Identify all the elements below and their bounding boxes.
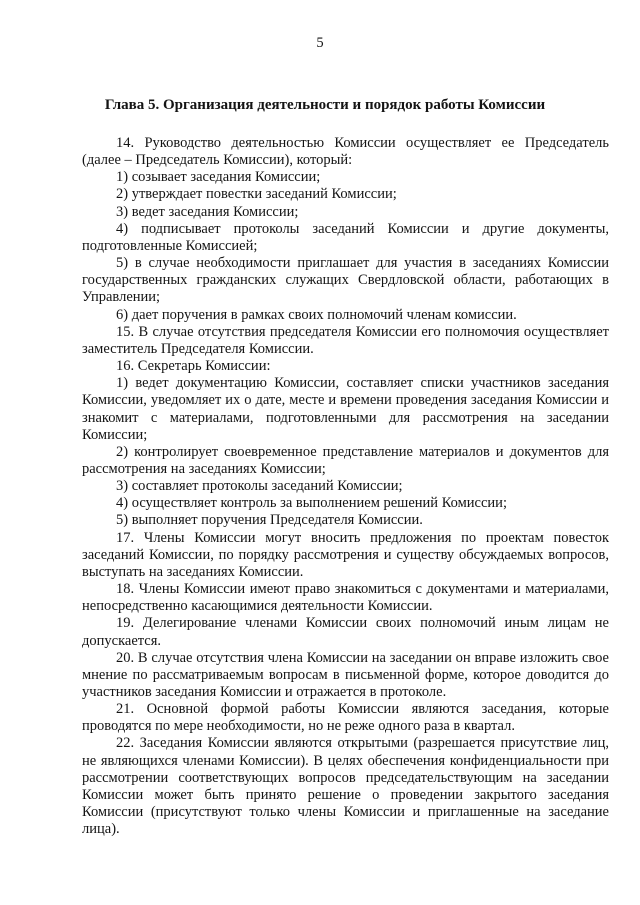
paragraph-14-item-3: 3) ведет заседания Комиссии; bbox=[116, 203, 299, 220]
paragraph-16-item-2: 2) контролирует своевременное представление материалов и документов для рассмотрения на заседаниях Комиссии; bbox=[82, 443, 609, 477]
paragraph-14-item-4: 4) подписывает протоколы заседаний Комиссии и другие документы, подготовленные Комиссией; bbox=[82, 220, 609, 254]
paragraph-19: 19. Делегирование членами Комиссии своих полномочий иным лицам не допускается. bbox=[82, 615, 609, 649]
paragraph-14: 14. Руководство деятельностью Комиссии осуществляет ее Председатель (далее – Председатель Комиссии), который: bbox=[82, 135, 609, 169]
document-body bbox=[82, 135, 609, 838]
paragraph-16-item-5: 5) выполняет поручения Председателя Комиссии. bbox=[116, 512, 423, 529]
paragraph-16-item-1: 1) ведет документацию Комиссии, составляет списки участников заседания Комиссии, уведомляет их о дате, месте и времени проведения заседания Комиссии и знакомит с материалами, подготовленными для рассмотрения на заседании Комиссии; bbox=[82, 375, 609, 443]
paragraph-16: 16. Секретарь Комиссии: bbox=[116, 358, 271, 375]
paragraph-14-item-2: 2) утверждает повестки заседаний Комиссии; bbox=[116, 186, 397, 203]
page-number: 5 bbox=[316, 35, 324, 51]
paragraph-14-item-6: 6) дает поручения в рамках своих полномочий членам комиссии. bbox=[116, 306, 517, 323]
paragraph-14-item-5: 5) в случае необходимости приглашает для участия в заседаниях Комиссии государственных гражданских служащих Свердловской области, работающих в Управлении; bbox=[82, 255, 609, 306]
paragraph-16-item-3: 3) составляет протоколы заседаний Комиссии; bbox=[116, 478, 403, 495]
paragraph-17: 17. Члены Комиссии могут вносить предложения по проектам повесток заседаний Комиссии, по порядку рассмотрения и существу обсуждаемых вопросов, выступать на заседаниях Комиссии. bbox=[82, 529, 609, 580]
paragraph-22: 22. Заседания Комиссии являются открытыми (разрешается присутствие лиц, не являющихся членами Комиссии). В целях обеспечения конфиденциальности при рассмотрении соответствующих вопросов председательствующим на заседании Комиссии может быть принято решение о проведении закрытого заседания Комиссии (присутствуют только члены Комиссии и приглашенные на заседание лица). bbox=[82, 735, 609, 838]
paragraph-21: 21. Основной формой работы Комиссии являются заседания, которые проводятся по мере необходимости, но не реже одного раза в квартал. bbox=[82, 701, 609, 735]
paragraph-14-item-1: 1) созывает заседания Комиссии; bbox=[116, 169, 321, 186]
paragraph-16-item-4: 4) осуществляет контроль за выполнением решений Комиссии; bbox=[116, 495, 507, 512]
paragraph-20: 20. В случае отсутствия члена Комиссии на заседании он вправе изложить свое мнение по рассматриваемым вопросам в письменной форме, которое доводится до участников заседания Комиссии и отражается в протоколе. bbox=[82, 649, 609, 700]
paragraph-15: 15. В случае отсутствия председателя Комиссии его полномочия осуществляет заместитель Председателя Комиссии. bbox=[82, 323, 609, 357]
paragraph-18: 18. Члены Комиссии имеют право знакомиться с документами и материалами, непосредственно касающимися деятельности Комиссии. bbox=[82, 581, 609, 615]
chapter-heading: Глава 5. Организация деятельности и порядок работы Комиссии bbox=[104, 97, 546, 113]
